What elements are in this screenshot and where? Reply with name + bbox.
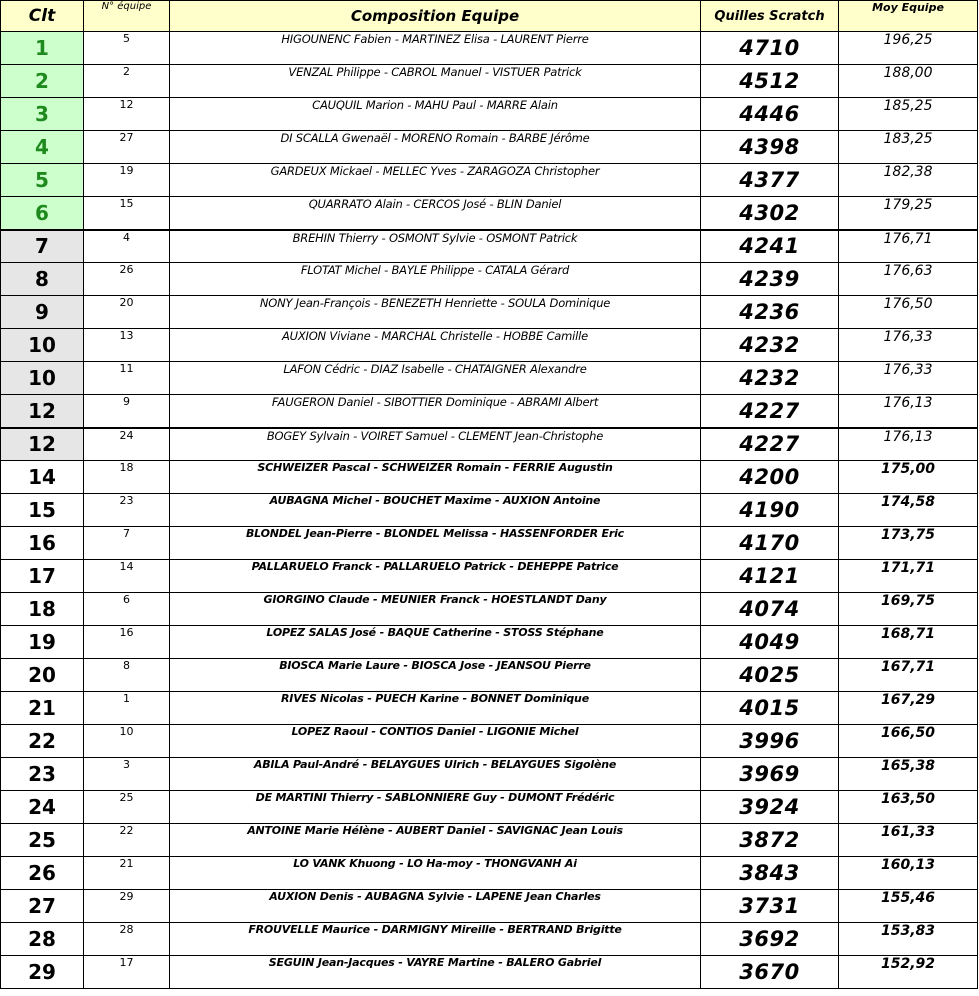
quilles-scratch-cell: 4227: [701, 395, 839, 428]
rank-cell: 12: [1, 395, 84, 428]
composition-cell: GIORGINO Claude - MEUNIER Franck - HOESTLANDT Dany: [170, 593, 701, 626]
rank-cell: 21: [1, 692, 84, 725]
table-row: [1, 395, 978, 428]
team-number-cell: 12: [84, 98, 170, 131]
table-row: [1, 329, 978, 362]
quilles-scratch-cell: 4377: [701, 164, 839, 197]
team-number-cell: 8: [84, 659, 170, 692]
team-number-cell: 10: [84, 725, 170, 758]
rank-cell: 3: [1, 98, 84, 131]
table-row: [1, 494, 978, 527]
composition-cell: SCHWEIZER Pascal - SCHWEIZER Romain - FERRIE Augustin: [170, 461, 701, 494]
team-number-cell: 21: [84, 857, 170, 890]
team-number-cell: 7: [84, 527, 170, 560]
rank-cell: 1: [1, 32, 84, 65]
team-number-cell: 15: [84, 197, 170, 230]
composition-cell: NONY Jean-François - BENEZETH Henriette - SOULA Dominique: [170, 296, 701, 329]
table-row: [1, 428, 978, 461]
moy-equipe-cell: 176,13: [839, 428, 978, 461]
rank-cell: 19: [1, 626, 84, 659]
team-number-cell: 6: [84, 593, 170, 626]
composition-cell: AUBAGNA Michel - BOUCHET Maxime - AUXION Antoine: [170, 494, 701, 527]
quilles-scratch-cell: 4015: [701, 692, 839, 725]
composition-cell: AUXION Denis - AUBAGNA Sylvie - LAPENE Jean Charles: [170, 890, 701, 923]
composition-cell: RIVES Nicolas - PUECH Karine - BONNET Dominique: [170, 692, 701, 725]
header-moy-equipe: Moy Equipe: [839, 1, 978, 32]
table-row: [1, 593, 978, 626]
moy-equipe-cell: 152,92: [839, 956, 978, 989]
moy-equipe-cell: 160,13: [839, 857, 978, 890]
rank-cell: 27: [1, 890, 84, 923]
team-number-cell: 5: [84, 32, 170, 65]
header-composition: Composition Equipe: [170, 1, 701, 32]
composition-cell: FROUVELLE Maurice - DARMIGNY Mireille - BERTRAND Brigitte: [170, 923, 701, 956]
table-row: [1, 560, 978, 593]
composition-cell: GARDEUX Mickael - MELLEC Yves - ZARAGOZA Christopher: [170, 164, 701, 197]
moy-equipe-cell: 176,33: [839, 329, 978, 362]
quilles-scratch-cell: 4710: [701, 32, 839, 65]
quilles-scratch-cell: 4121: [701, 560, 839, 593]
rank-cell: 9: [1, 296, 84, 329]
quilles-scratch-cell: 3731: [701, 890, 839, 923]
table-row: [1, 164, 978, 197]
moy-equipe-cell: 165,38: [839, 758, 978, 791]
table-row: [1, 692, 978, 725]
table-row: [1, 725, 978, 758]
moy-equipe-cell: 176,71: [839, 230, 978, 263]
rank-cell: 4: [1, 131, 84, 164]
table-row: [1, 758, 978, 791]
moy-equipe-cell: 185,25: [839, 98, 978, 131]
table-row: [1, 296, 978, 329]
quilles-scratch-cell: 3969: [701, 758, 839, 791]
composition-cell: BREHIN Thierry - OSMONT Sylvie - OSMONT Patrick: [170, 230, 701, 263]
team-number-cell: 23: [84, 494, 170, 527]
rank-cell: 6: [1, 197, 84, 230]
quilles-scratch-cell: 3670: [701, 956, 839, 989]
composition-cell: DE MARTINI Thierry - SABLONNIERE Guy - DUMONT Frédéric: [170, 791, 701, 824]
moy-equipe-cell: 171,71: [839, 560, 978, 593]
moy-equipe-cell: 174,58: [839, 494, 978, 527]
quilles-scratch-cell: 4236: [701, 296, 839, 329]
team-number-cell: 20: [84, 296, 170, 329]
table-row: [1, 461, 978, 494]
team-number-cell: 1: [84, 692, 170, 725]
team-number-cell: 27: [84, 131, 170, 164]
team-number-cell: 16: [84, 626, 170, 659]
team-number-cell: 11: [84, 362, 170, 395]
table-row: [1, 659, 978, 692]
composition-cell: DI SCALLA Gwenaël - MORENO Romain - BARBE Jérôme: [170, 131, 701, 164]
team-number-cell: 17: [84, 956, 170, 989]
rank-cell: 18: [1, 593, 84, 626]
quilles-scratch-cell: 3996: [701, 725, 839, 758]
team-number-cell: 3: [84, 758, 170, 791]
moy-equipe-cell: 176,13: [839, 395, 978, 428]
quilles-scratch-cell: 4302: [701, 197, 839, 230]
quilles-scratch-cell: 4241: [701, 230, 839, 263]
table-row: [1, 923, 978, 956]
moy-equipe-cell: 169,75: [839, 593, 978, 626]
composition-cell: QUARRATO Alain - CERCOS José - BLIN Daniel: [170, 197, 701, 230]
quilles-scratch-cell: 4190: [701, 494, 839, 527]
composition-cell: FAUGERON Daniel - SIBOTTIER Dominique - ABRAMI Albert: [170, 395, 701, 428]
moy-equipe-cell: 188,00: [839, 65, 978, 98]
table-row: [1, 824, 978, 857]
table-row: [1, 263, 978, 296]
table-row: [1, 362, 978, 395]
header-clt: Clt: [1, 1, 84, 32]
composition-cell: BLONDEL Jean-Pierre - BLONDEL Melissa - HASSENFORDER Eric: [170, 527, 701, 560]
quilles-scratch-cell: 4200: [701, 461, 839, 494]
rank-cell: 8: [1, 263, 84, 296]
quilles-scratch-cell: 4232: [701, 362, 839, 395]
quilles-scratch-cell: 4074: [701, 593, 839, 626]
rank-cell: 5: [1, 164, 84, 197]
team-number-cell: 9: [84, 395, 170, 428]
table-row: [1, 230, 978, 263]
moy-equipe-cell: 176,33: [839, 362, 978, 395]
team-number-cell: 19: [84, 164, 170, 197]
quilles-scratch-cell: 4025: [701, 659, 839, 692]
moy-equipe-cell: 182,38: [839, 164, 978, 197]
composition-cell: AUXION Viviane - MARCHAL Christelle - HOBBE Camille: [170, 329, 701, 362]
composition-cell: VENZAL Philippe - CABROL Manuel - VISTUER Patrick: [170, 65, 701, 98]
table-row: [1, 32, 978, 65]
rank-cell: 7: [1, 230, 84, 263]
composition-cell: BIOSCA Marie Laure - BIOSCA Jose - JEANSOU Pierre: [170, 659, 701, 692]
header-row: [1, 1, 978, 32]
rank-cell: 12: [1, 428, 84, 461]
rank-cell: 23: [1, 758, 84, 791]
rank-cell: 14: [1, 461, 84, 494]
quilles-scratch-cell: 4232: [701, 329, 839, 362]
moy-equipe-cell: 155,46: [839, 890, 978, 923]
rank-cell: 2: [1, 65, 84, 98]
moy-equipe-cell: 179,25: [839, 197, 978, 230]
rank-cell: 10: [1, 329, 84, 362]
rank-cell: 22: [1, 725, 84, 758]
quilles-scratch-cell: 3872: [701, 824, 839, 857]
header-team-number: N° équipe: [84, 1, 170, 32]
table-row: [1, 98, 978, 131]
quilles-scratch-cell: 4446: [701, 98, 839, 131]
composition-cell: CAUQUIL Marion - MAHU Paul - MARRE Alain: [170, 98, 701, 131]
header-quilles-scratch: Quilles Scratch: [701, 1, 839, 32]
quilles-scratch-cell: 3692: [701, 923, 839, 956]
rank-cell: 28: [1, 923, 84, 956]
team-number-cell: 29: [84, 890, 170, 923]
composition-cell: PALLARUELO Franck - PALLARUELO Patrick - DEHEPPE Patrice: [170, 560, 701, 593]
moy-equipe-cell: 168,71: [839, 626, 978, 659]
moy-equipe-cell: 153,83: [839, 923, 978, 956]
composition-cell: LO VANK Khuong - LO Ha-moy - THONGVANH Ai: [170, 857, 701, 890]
quilles-scratch-cell: 4049: [701, 626, 839, 659]
moy-equipe-cell: 163,50: [839, 791, 978, 824]
rank-cell: 26: [1, 857, 84, 890]
rank-cell: 10: [1, 362, 84, 395]
quilles-scratch-cell: 3843: [701, 857, 839, 890]
moy-equipe-cell: 161,33: [839, 824, 978, 857]
moy-equipe-cell: 167,71: [839, 659, 978, 692]
composition-cell: ANTOINE Marie Hélène - AUBERT Daniel - SAVIGNAC Jean Louis: [170, 824, 701, 857]
table-row: [1, 131, 978, 164]
composition-cell: BOGEY Sylvain - VOIRET Samuel - CLEMENT Jean-Christophe: [170, 428, 701, 461]
table-row: [1, 890, 978, 923]
moy-equipe-cell: 167,29: [839, 692, 978, 725]
composition-cell: LOPEZ SALAS José - BAQUE Catherine - STOSS Stéphane: [170, 626, 701, 659]
rank-cell: 16: [1, 527, 84, 560]
rank-cell: 24: [1, 791, 84, 824]
team-number-cell: 13: [84, 329, 170, 362]
team-number-cell: 4: [84, 230, 170, 263]
table-row: [1, 956, 978, 989]
table-row: [1, 527, 978, 560]
quilles-scratch-cell: 3924: [701, 791, 839, 824]
composition-cell: LOPEZ Raoul - CONTIOS Daniel - LIGONIE Michel: [170, 725, 701, 758]
quilles-scratch-cell: 4227: [701, 428, 839, 461]
composition-cell: SEGUIN Jean-Jacques - VAYRE Martine - BALERO Gabriel: [170, 956, 701, 989]
composition-cell: FLOTAT Michel - BAYLE Philippe - CATALA Gérard: [170, 263, 701, 296]
moy-equipe-cell: 175,00: [839, 461, 978, 494]
rank-cell: 20: [1, 659, 84, 692]
team-number-cell: 14: [84, 560, 170, 593]
team-number-cell: 26: [84, 263, 170, 296]
quilles-scratch-cell: 4239: [701, 263, 839, 296]
team-number-cell: 24: [84, 428, 170, 461]
team-number-cell: 2: [84, 65, 170, 98]
table-row: [1, 65, 978, 98]
team-number-cell: 22: [84, 824, 170, 857]
moy-equipe-cell: 166,50: [839, 725, 978, 758]
moy-equipe-cell: 173,75: [839, 527, 978, 560]
quilles-scratch-cell: 4512: [701, 65, 839, 98]
composition-cell: ABILA Paul-André - BELAYGUES Ulrich - BELAYGUES Sigolène: [170, 758, 701, 791]
composition-cell: HIGOUNENC Fabien - MARTINEZ Elisa - LAURENT Pierre: [170, 32, 701, 65]
composition-cell: LAFON Cédric - DIAZ Isabelle - CHATAIGNER Alexandre: [170, 362, 701, 395]
moy-equipe-cell: 183,25: [839, 131, 978, 164]
moy-equipe-cell: 176,63: [839, 263, 978, 296]
quilles-scratch-cell: 4398: [701, 131, 839, 164]
table-row: [1, 791, 978, 824]
team-number-cell: 28: [84, 923, 170, 956]
team-number-cell: 18: [84, 461, 170, 494]
quilles-scratch-cell: 4170: [701, 527, 839, 560]
table-row: [1, 857, 978, 890]
rank-cell: 29: [1, 956, 84, 989]
table-row: [1, 626, 978, 659]
team-number-cell: 25: [84, 791, 170, 824]
moy-equipe-cell: 196,25: [839, 32, 978, 65]
moy-equipe-cell: 176,50: [839, 296, 978, 329]
table-row: [1, 197, 978, 230]
rank-cell: 15: [1, 494, 84, 527]
rank-cell: 25: [1, 824, 84, 857]
rank-cell: 17: [1, 560, 84, 593]
